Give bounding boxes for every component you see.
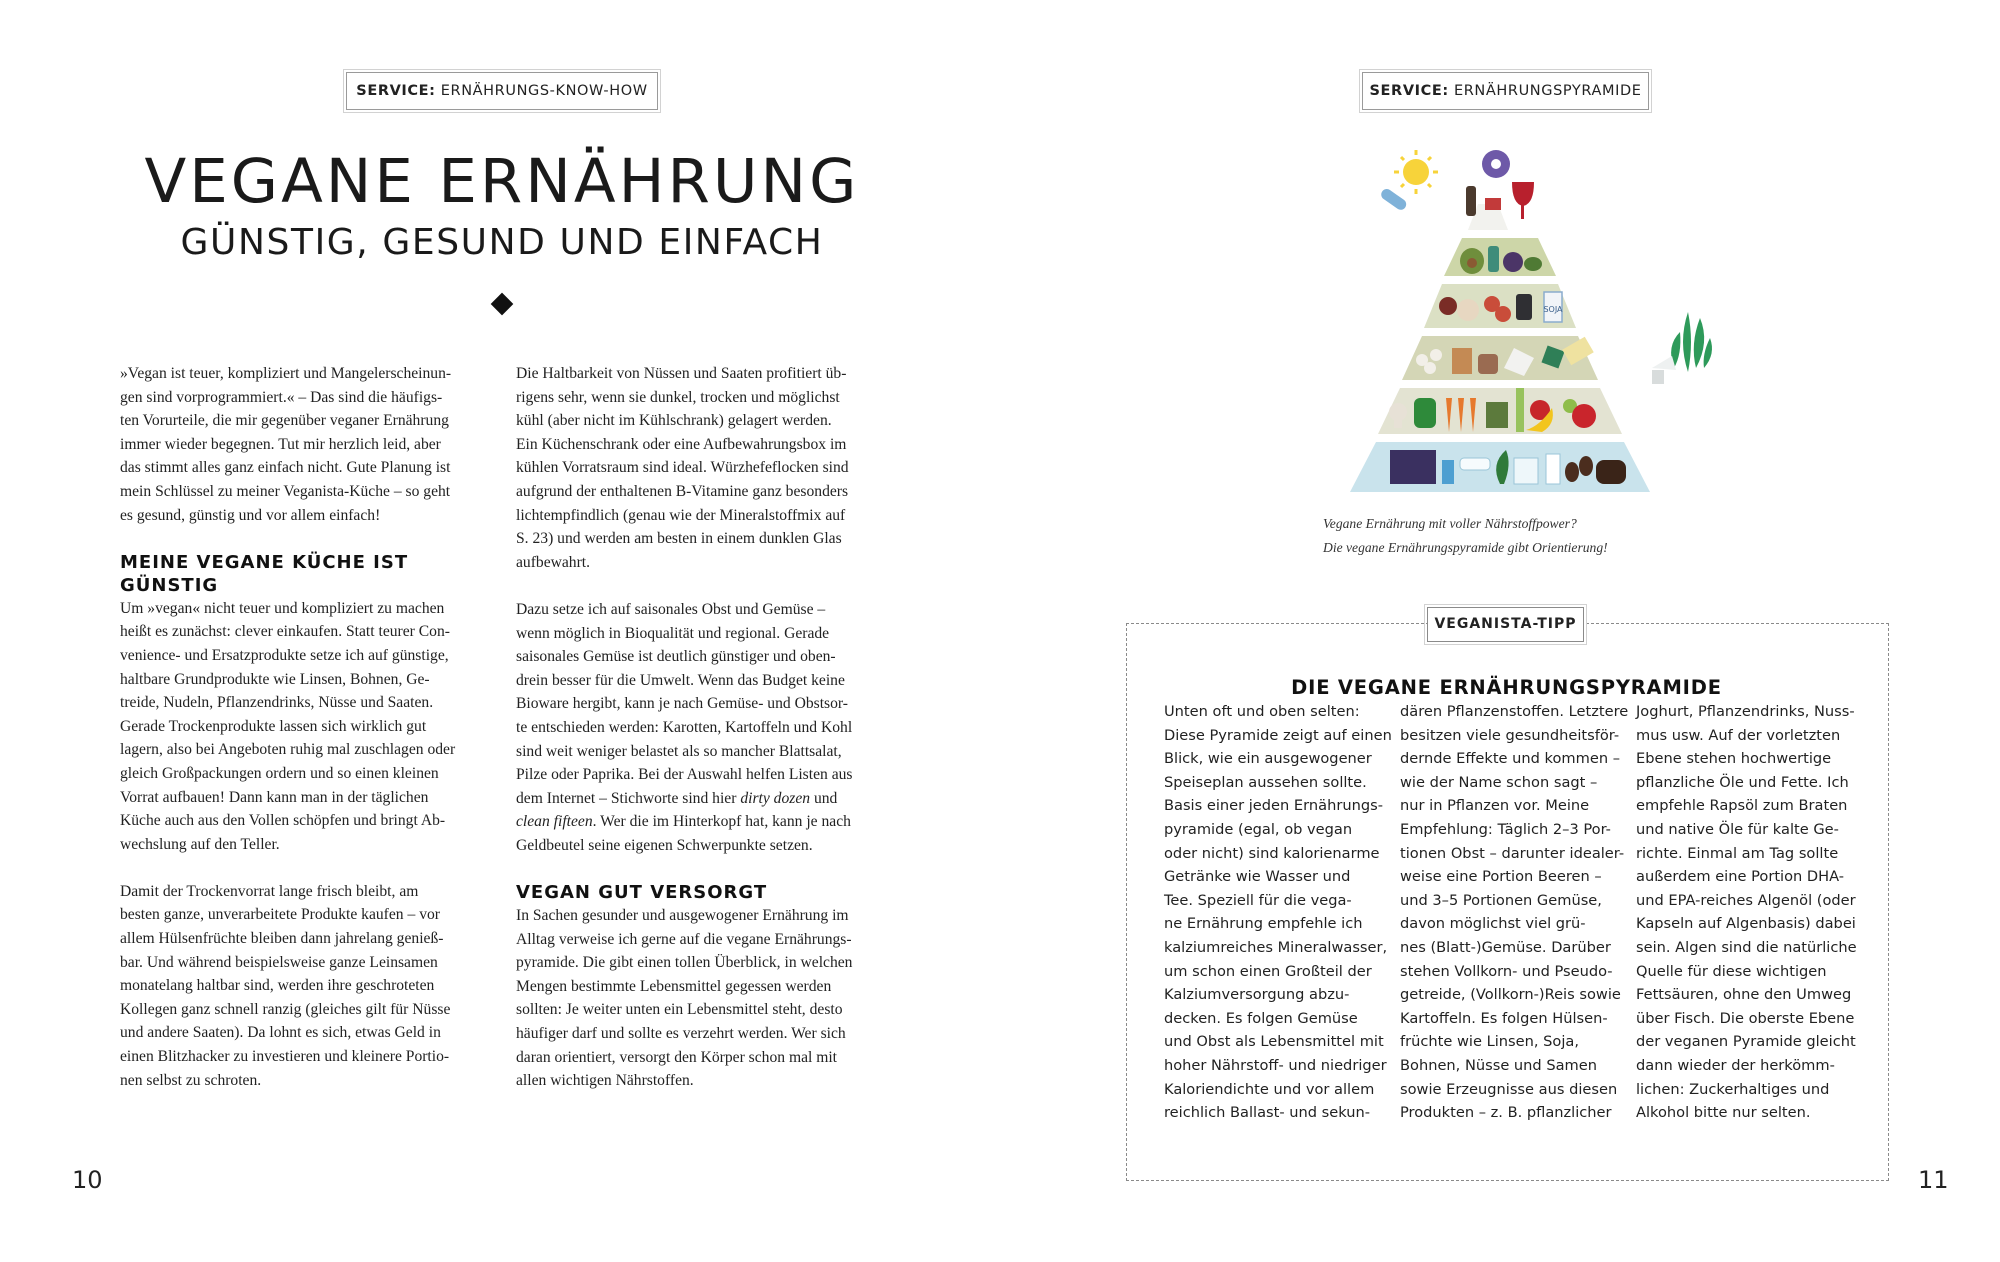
- tip-column-3: Joghurt, Pflanzendrinks, Nuss- mus usw. Auf der vorletzten Ebene stehen hochwertige pflanzliche Öle und Fette. Ich empfehle Rapsöl zum Braten und native Öle für kalte Ge- richte. Einmal am Tag sollte außerdem eine Portion DHA- und EPA-reiches Algenöl (oder Kapseln auf Algenbasis) dabei sein. Algen sind die natürliche Quelle für diese wichtigen Fettsäuren, ohne den Umweg über Fisch. Die oberste Ebene der veganen Pyramide gleicht dann wieder der herkömm- lichen: Zuckerhaltiges und Alkohol bitte nur selten.: [1636, 703, 1857, 1122]
- paragraph-saisonal: Dazu setze ich auf saisonales Obst und Gemüse – wenn möglich in Bioqualität und regional. Gerade saisonales Gemüse ist deutlich günstiger und oben- drein besser für die Umwelt. Wenn das Budget keine Bioware hergibt, kann je nach Gemüse- und Obstsor- te entschieden werden: Karotten, Kartoffeln und Kohl sind weit weniger belastet als so mancher Blattsalat, Pilze oder Paprika. Bei der Auswahl helfen Listen aus dem Internet – Stichworte sind hier dirty dozen und clean fifteen. Wer die im Hinterkopf hat, kann je nach Geldbeutel seine eigenen Schwerpunkte setzen.: [516, 600, 853, 854]
- tip-label: VEGANISTA-TIPP: [1427, 607, 1584, 642]
- tip-column-1: Unten oft und oben selten: Diese Pyramide zeigt auf einen Blick, wie ein ausgewogener Speiseplan aussehen sollte. Basis einer jeden Ernährungs- pyramide (egal, ob vegan oder nicht) sind kalorienarme Getränke wie Wasser und Tee. Speziell für die vega- ne Ernährung empfehle ich kalziumreiches Mineralwasser, um schon einen Großteil der Kalziumversorgung abzu- decken. Es folgen Gemüse und Obst als Lebensmittel mit hoher Nährstoff- und niedriger Kaloriendichte und vor allem reichlich Ballast- und sekun-: [1164, 703, 1392, 1122]
- bottle-icon: [1466, 186, 1476, 216]
- service-label: ERNÄHRUNGSPYRAMIDE: [1454, 83, 1642, 99]
- chia-jar-icon: [1516, 294, 1532, 320]
- supplement-capsule-icon: [1379, 187, 1408, 212]
- page-subtitle: GÜNSTIG, GESUND UND EINFACH: [180, 222, 824, 263]
- svg-text:SOJA: SOJA: [1543, 305, 1563, 314]
- coffee-bean-icon: [1565, 462, 1579, 482]
- service-label: ERNÄHRUNGS-KNOW-HOW: [440, 83, 648, 99]
- olive-icon: [1503, 252, 1523, 272]
- section-heading-versorgt: VEGAN GUT VERSORGT: [516, 882, 768, 904]
- term-dirty-dozen: dirty dozen: [740, 789, 811, 807]
- water-glass-icon: [1442, 460, 1454, 484]
- teapot-icon: [1596, 460, 1626, 484]
- wine-glass-icon: [1512, 182, 1534, 206]
- text-column-1: [120, 362, 500, 1116]
- paragraph-haltbarkeit: Die Haltbarkeit von Nüssen und Saaten profitiert üb- rigens sehr, wenn sie dunkel, trocken und möglichst kühl (aber nicht im Kühlschrank) gelagert werden. Ein Küchenschrank oder eine Aufbewahrungsbox im kühlen Vorratsraum sind ideal. Würzhefeflocken sind aufgrund der enthaltenen B-Vitamine ganz besonders lichtempfindlich (genau wie der Mineralstoffmix auf S. 23) und werden am besten in einem dunklen Glas aufbewahrt.: [516, 365, 849, 571]
- page-number-right: 11: [1918, 1166, 1949, 1194]
- candy-icon: [1485, 198, 1501, 210]
- tip-column-2: dären Pflanzenstoffen. Letztere besitzen viele gesundheitsför- dernde Effekte und kommen – wie der Name schon sagt – nur in Pflanzen vor. Meine Empfehlung: Täglich 2–3 Por- tionen Obst – darunter idealer- weise eine Portion Beeren – und 3–5 Portionen Gemüse, davon möglichst viel grü- nes (Blatt-)Gemüse. Darüber stehen Vollkorn- und Pseudo- getreide, (Vollkorn-)Reis sowie Kartoffeln. Es folgen Hülsen- früchte wie Linsen, Soja, Bohnen, Nüsse und Samen sowie Erzeugnisse aus diesen Produkten – z. B. pflanzlicher: [1400, 703, 1629, 1122]
- text-column-2: [516, 362, 906, 1116]
- apple-icon: [1572, 404, 1596, 428]
- leek-icon: [1516, 388, 1524, 432]
- bean-icon: [1439, 297, 1457, 315]
- term-clean-fifteen: clean fifteen: [516, 813, 593, 831]
- tip-title: DIE VEGANE ERNÄHRUNGSPYRAMIDE: [1291, 676, 1722, 699]
- paragraph-pyramide: In Sachen gesunder und ausgewogener Ernährung im Alltag verweise ich gerne auf die vegane Ernährungs- pyramide. Die gibt einen tollen Überblick, in welchen Mengen bestimmte Lebensmittel gegessen werden sollten: Je weiter unten ein Lebensmittel steht, desto häufiger darf und sollte es verzehrt werden. Wer sich daran orientiert, versorgt den Körper schon mal mit allen wichtigen Nährstoffen.: [516, 907, 853, 1090]
- page-number-left: 10: [72, 1166, 103, 1194]
- sun-icon: [1394, 150, 1438, 194]
- paragraph-einkaufen: Um »vegan« nicht teuer und kompliziert zu machen heißt es zunächst: clever einkaufen. Statt teurer Con- venience- und Ersatzprodukte setze ich auf günstige, haltbare Grundprodukte wie Linsen, Bohnen, Ge- treide, Nudeln, Pflanzendrinks, Nüsse und Saaten. Gerade Trockenprodukte lassen sich wirklich gut lagern, also bei Angeboten ruhig mal zuschlagen oder gleich Großpackungen ordern und so einen kleinen Vorrat aufbauen! Dann kann man in der täglichen Küche auch aus den Vollen schöpfen und bringt Ab- wechslung auf den Teller.: [120, 599, 456, 853]
- algae-icon: [1671, 312, 1712, 372]
- intro-paragraph: »Vegan ist teuer, kompliziert und Mangelerscheinun- gen sind vorprogrammiert.« – Das sind die häufigs- ten Vorurteile, die mir gegenüber veganer Ernährung immer wieder begegnen. Tut mir herzlich leid, aber das stimmt alles ganz einfach nicht. Gute Planung ist mein Schlüssel zu meiner Veganista-Küche – so geht es gesund, günstig und vor allem einfach!: [120, 365, 452, 524]
- paragraph-trockenvorrat: Damit der Trockenvorrat lange frisch bleibt, am besten ganze, unverarbeitete Produkte kaufen – vor allem Hülsenfrüchte bleiben dann jahrelang genieß- bar. Und während beispielsweise ganze Leinsamen monatelang haltbar sind, werden ihre geschroteten Kollegen ganz schnell ranzig (gleiches gilt für Nüsse und andere Saaten). Da lohnt es sich, etwas Geld in einen Blitzhacker zu investieren und kleinere Portio- nen selbst zu schroten.: [120, 882, 451, 1089]
- pepper-icon: [1414, 398, 1436, 428]
- tablet-icon: [1390, 450, 1436, 484]
- service-tag-right: [1362, 72, 1649, 110]
- oil-bottle-icon: [1488, 246, 1499, 272]
- service-tag-left: [346, 72, 658, 110]
- service-prefix: SERVICE:: [356, 83, 436, 99]
- diamond-ornament-icon: [491, 293, 514, 316]
- food-pyramid-illustration: [1300, 142, 1720, 512]
- bread-icon: [1452, 348, 1472, 374]
- service-prefix: SERVICE:: [1369, 83, 1449, 99]
- image-caption: Vegane Ernährung mit voller Nährstoffpower? Die vegane Ernährungspyramide gibt Orientierung!: [1323, 516, 1608, 555]
- page-title: VEGANE ERNÄHRUNG: [144, 146, 860, 217]
- section-heading-guenstig: MEINE VEGANE KÜCHE IST GÜNSTIG: [120, 551, 409, 596]
